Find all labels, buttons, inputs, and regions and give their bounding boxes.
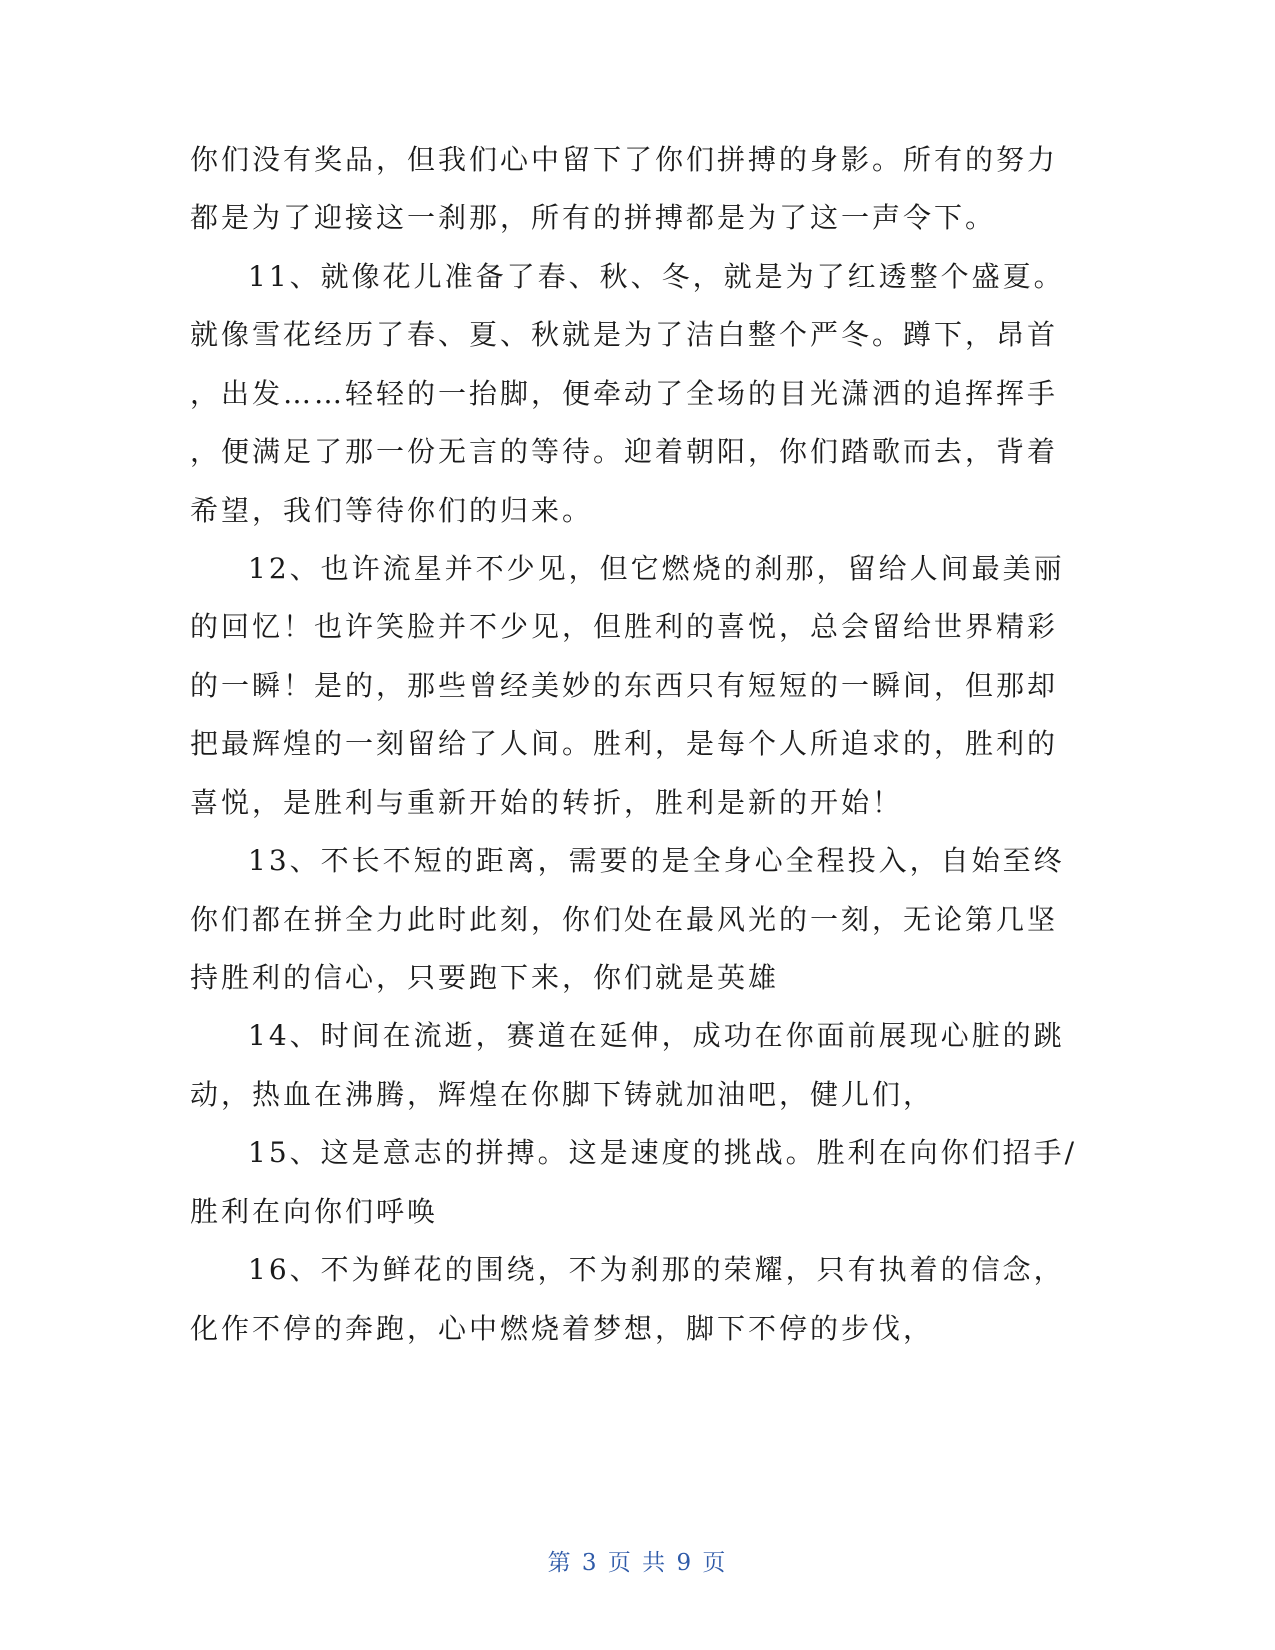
body-line: 的回忆！也许笑脸并不少见，但胜利的喜悦，总会留给世界精彩 (190, 610, 1059, 643)
paragraph-16-start: 16、不为鲜花的围绕，不为刹那的荣耀，只有执着的信念， (248, 1253, 1065, 1286)
paragraph-15-start: 15、这是意志的拼搏。这是速度的挑战。胜利在向你们招手/ (248, 1136, 1078, 1169)
body-line: 的一瞬！是的，那些曾经美妙的东西只有短短的一瞬间，但那却 (190, 669, 1059, 702)
body-line: 都是为了迎接这一刹那，所有的拼搏都是为了这一声令下。 (190, 201, 997, 234)
body-line: 你们都在拼全力此时此刻，你们处在最风光的一刻，无论第几坚 (190, 903, 1059, 936)
body-line: 你们没有奖品，但我们心中留下了你们拼搏的身影。所有的努力 (190, 143, 1059, 176)
page-number-footer: 第 3 页 共 9 页 (547, 1550, 728, 1576)
paragraph-11-start: 11、就像花儿准备了春、秋、冬，就是为了红透整个盛夏。 (248, 260, 1065, 293)
paragraph-14-start: 14、时间在流逝，赛道在延伸，成功在你面前展现心脏的跳 (248, 1019, 1065, 1052)
body-line: 喜悦，是胜利与重新开始的转折，胜利是新的开始！ (190, 786, 904, 819)
body-line: 动，热血在沸腾，辉煌在你脚下铸就加油吧，健儿们， (190, 1078, 935, 1111)
body-line: ，出发……轻轻的一抬脚，便牵动了全场的目光潇洒的追挥挥手 (190, 377, 1059, 410)
body-line: 把最辉煌的一刻留给了人间。胜利，是每个人所追求的，胜利的 (190, 727, 1059, 760)
paragraph-12-start: 12、也许流星并不少见，但它燃烧的刹那，留给人间最美丽 (248, 552, 1065, 585)
body-line: 持胜利的信心，只要跑下来，你们就是英雄 (190, 961, 780, 994)
body-line: ，便满足了那一份无言的等待。迎着朝阳，你们踏歌而去，背着 (190, 435, 1059, 468)
body-line: 希望，我们等待你们的归来。 (190, 494, 594, 527)
body-line: 胜利在向你们呼唤 (190, 1195, 439, 1228)
body-line: 就像雪花经历了春、夏、秋就是为了洁白整个严冬。蹲下，昂首 (190, 318, 1059, 351)
body-line: 化作不停的奔跑，心中燃烧着梦想，脚下不停的步伐， (190, 1312, 935, 1345)
paragraph-13-start: 13、不长不短的距离，需要的是全身心全程投入，自始至终 (248, 844, 1065, 877)
